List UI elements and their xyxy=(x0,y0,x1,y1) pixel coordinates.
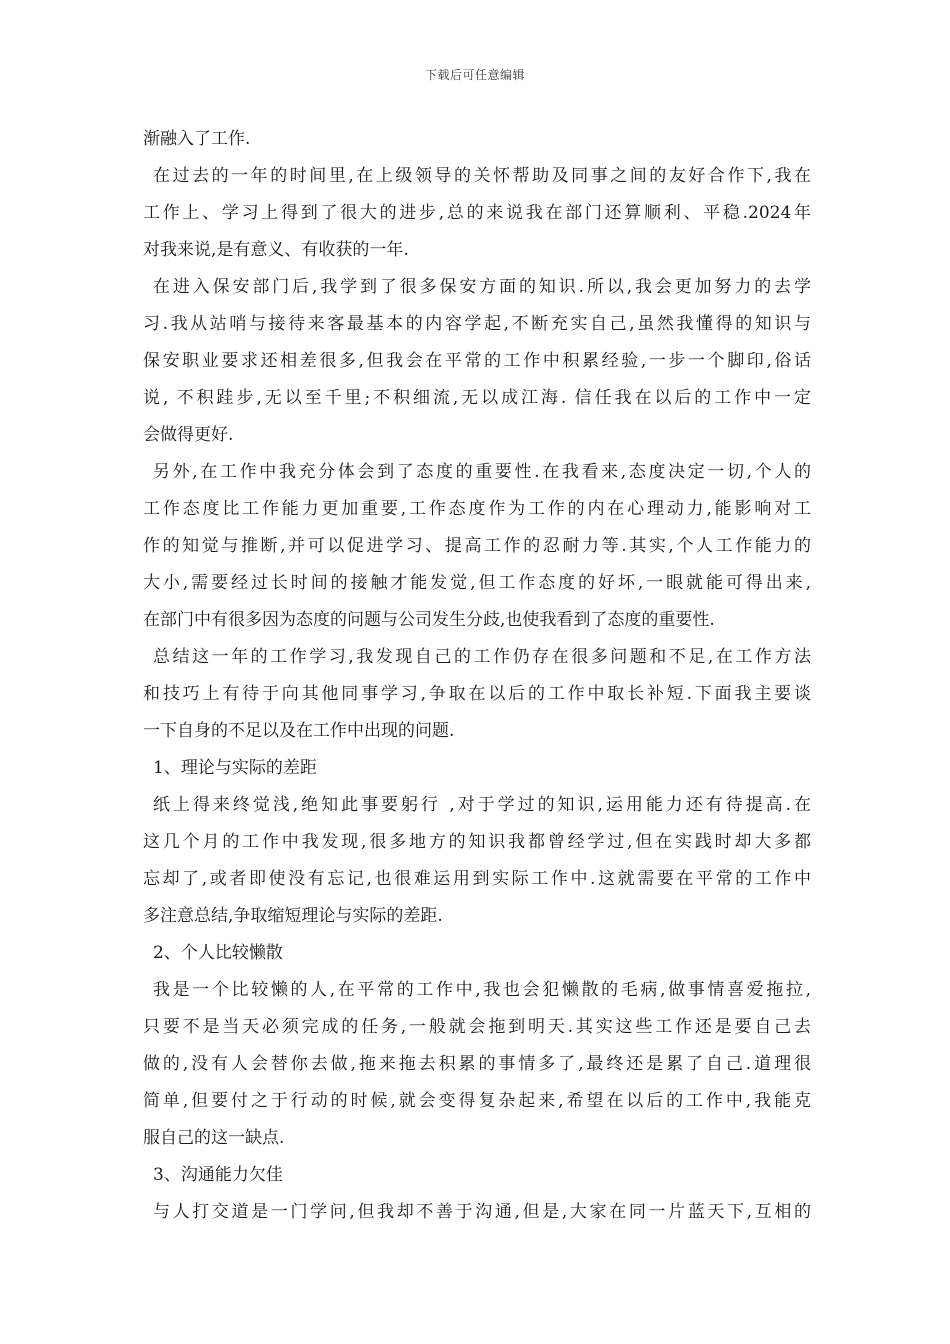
text-line: 这几个月的工作中我发现,很多地方的知识我都曾经学过,但在实践时却大多都 xyxy=(143,832,811,852)
text-line: 与人打交道是一门学问,但我却不善于沟通,但是,大家在同一片蓝天下,互相的 xyxy=(153,1202,811,1222)
text-line: 多注意总结,争取缩短理论与实际的差距. xyxy=(143,906,443,926)
text-line: 渐融入了工作. xyxy=(143,129,251,149)
text-line: 和技巧上有待于向其他同事学习,争取在以后的工作中取长补短.下面我主要谈 xyxy=(143,684,811,704)
text-line: 在进入保安部门后,我学到了很多保安方面的知识.所以,我会更加努力的去学 xyxy=(153,277,811,297)
text-line: 保安职业要求还相差很多,但我会在平常的工作中积累经验,一步一个脚印,俗话 xyxy=(143,351,811,371)
text-line: 会做得更好. xyxy=(143,425,234,445)
text-line: 2、个人比较懒散 xyxy=(153,943,283,963)
text-line: 另外,在工作中我充分体会到了态度的重要性.在我看来,态度决定一切,个人的 xyxy=(153,462,811,482)
text-line: 我是一个比较懒的人,在平常的工作中,我也会犯懒散的毛病,做事情喜爱拖拉, xyxy=(153,980,811,1000)
text-line: 纸上得来终觉浅,绝知此事要躬行 ,对于学过的知识,运用能力还有待提高.在 xyxy=(153,795,811,815)
text-line: 对我来说,是有意义、有收获的一年. xyxy=(143,240,409,260)
text-line: 忘却了,或者即使没有忘记,也很难运用到实际工作中.这就需要在平常的工作中 xyxy=(143,869,811,889)
text-line: 大小,需要经过长时间的接触才能发觉,但工作态度的好坏,一眼就能可得出来, xyxy=(143,573,811,593)
text-line: 一下自身的不足以及在工作中出现的问题. xyxy=(143,721,455,741)
page-header: 下载后可任意编辑 xyxy=(424,68,525,82)
text-line: 工作上、学习上得到了很大的进步,总的来说我在部门还算顺利、平稳.2024年 xyxy=(143,203,811,223)
text-line: 简单,但要付之于行动的时候,就会变得复杂起来,希望在以后的工作中,我能克 xyxy=(143,1091,811,1111)
text-line: 1、理论与实际的差距 xyxy=(153,758,317,778)
text-line: 总结这一年的工作学习,我发现自己的工作仍存在很多问题和不足,在工作方法 xyxy=(153,647,811,667)
text-line: 说, 不积跬步,无以至千里;不积细流,无以成江海. 信任我在以后的工作中一定 xyxy=(143,388,811,408)
text-line: 只要不是当天必须完成的任务,一般就会拖到明天.其实这些工作还是要自己去 xyxy=(143,1017,811,1037)
document-body xyxy=(143,121,811,1231)
text-line: 习.我从站哨与接待来客最基本的内容学起,不断充实自己,虽然我懂得的知识与 xyxy=(143,314,811,334)
text-line: 在过去的一年的时间里,在上级领导的关怀帮助及同事之间的友好合作下,我在 xyxy=(153,166,811,186)
text-line: 服自己的这一缺点. xyxy=(143,1128,285,1148)
text-line: 做的,没有人会替你去做,拖来拖去积累的事情多了,最终还是累了自己.道理很 xyxy=(143,1054,811,1074)
text-line: 作的知觉与推断,并可以促进学习、提高工作的忍耐力等.其实,个人工作能力的 xyxy=(143,536,811,556)
text-line: 在部门中有很多因为态度的问题与公司发生分歧,也使我看到了态度的重要性. xyxy=(143,610,715,630)
text-line: 工作态度比工作能力更加重要,工作态度作为工作的内在心理动力,能影响对工 xyxy=(143,499,811,519)
text-line: 3、沟通能力欠佳 xyxy=(153,1165,283,1185)
